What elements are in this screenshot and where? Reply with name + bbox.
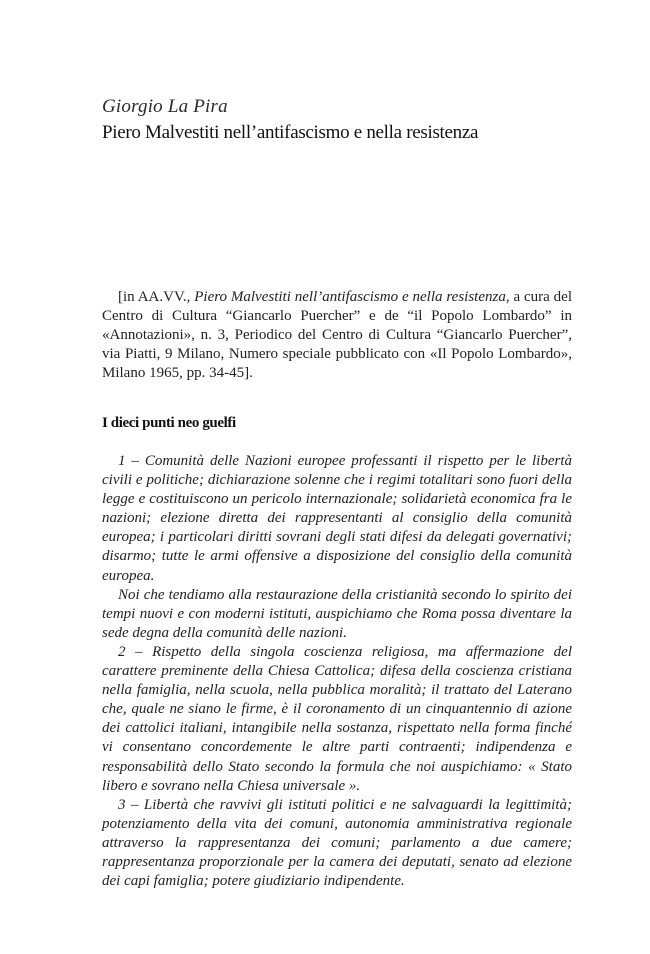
paragraph-rome: Noi che tendiamo alla restaurazione della cristianità secondo lo spirito dei tempi nuovi e con moderni istituti, auspichiamo che Roma possa diventare la sede degna della comunità delle nazioni. <box>102 586 572 641</box>
author-name: Giorgio La Pira <box>102 96 228 117</box>
citation-book-title: Piero Malvestiti nell’antifascismo e nella resistenza <box>194 289 506 305</box>
paragraph-point-2: 2 – Rispetto della singola coscienza religiosa, ma affermazione del carattere preminente della Chiesa Cattolica; difesa della coscienza cristiana nella famiglia, nella scuola, nella pubblica moralità; il trattato del Laterano che, quale ne siano le firme, è il coronamento di un cinquantennio di azione dei cattolici italiani, intangibile nella sostanza, rispettato nella forma finché vi consentano concordemente le altre parti contraenti; indipendenza e responsabilità dello Stato secondo la formula che noi auspichiamo: « Stato libero e sovrano nella Chiesa universale ». <box>102 643 572 794</box>
paragraph-point-3: 3 – Libertà che ravvivi gli istituti politici e ne salvaguardi la legittimità; potenziamento della vita dei comuni, autonomia amministrativa regionale attraverso la rappresentanza dei comuni; parlamento a due camere; rappresentanza proporzionale per la camera dei deputati, senato ad elezione dei capi famiglia; potere giudiziario indipendente. <box>102 796 572 890</box>
section-heading: I dieci punti neo guelfi <box>102 415 236 431</box>
citation-prefix: [in AA.VV., <box>118 289 195 305</box>
citation-details: , a cura del Centro di Cultura “Giancarlo Puercher” e de “il Popolo Lombardo” in «Annotazioni», n. 3, Periodico del Centro di Cultura “Giancarlo Puercher”, via Piatti, 9 Milano, Numero speciale pubblicato con «Il Popolo Lombardo», Milano 1965, pp. 34-45]. <box>102 289 573 381</box>
paragraph-point-1: 1 – Comunità delle Nazioni europee professanti il rispetto per le libertà civili e politiche; dichiarazione solenne che i regimi totalitari sono fuori della legge e costituiscono un pericolo internazionale; solidarietà economica fra le nazioni; elezione diretta dei rappresentanti al consiglio della comunità europea; i particolari diritti sovrani degli stati difesi da delegati governativi; disarmo; tutte le armi offensive a disposizione del consiglio della comunità europea. <box>102 453 572 584</box>
citation-note <box>102 288 572 383</box>
article-title: Piero Malvestiti nell’antifascismo e nella resistenza <box>102 122 479 143</box>
section-body <box>102 452 572 891</box>
